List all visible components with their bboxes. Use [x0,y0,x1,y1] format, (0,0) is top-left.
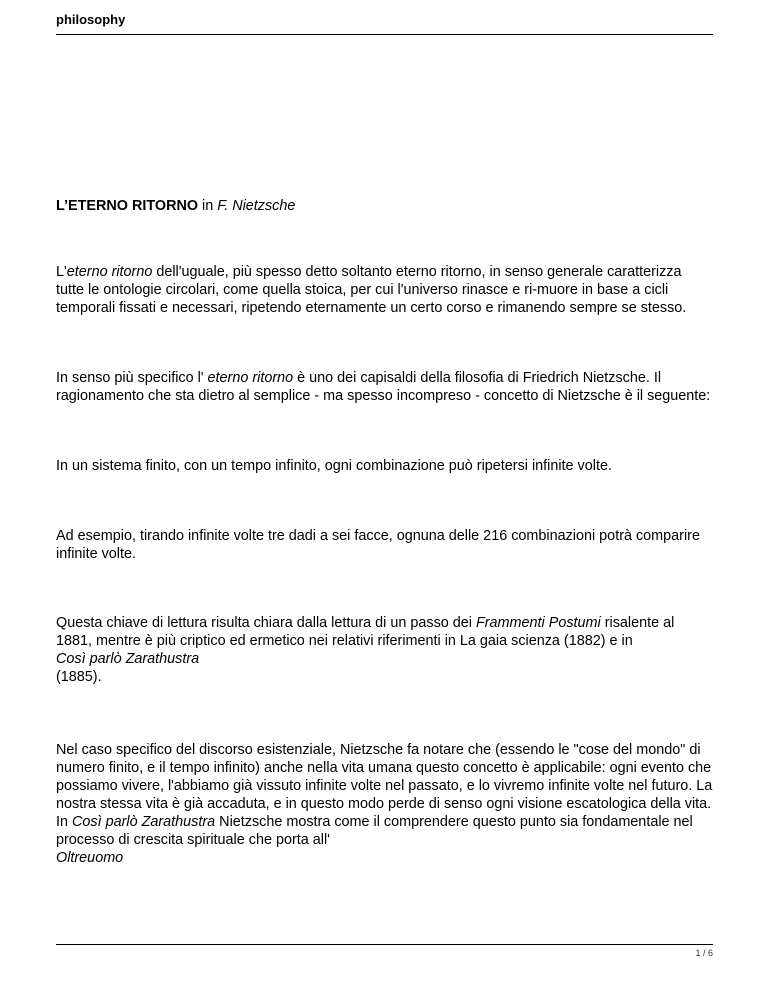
p1-text-a: L' [56,264,67,280]
p2-text-c: è uno dei capisaldi della filosofia di Friedrich Nietzsche. Il ragionamento che sta dietro al semplice - ma spesso incompreso - concetto di Nietzsche è il seguente: [56,370,711,404]
p5-italic-title-frammenti: Frammenti Postumi [475,615,601,631]
p5-text-e: (1885). [56,669,102,685]
paragraph-6 [56,741,713,867]
header-title: philosophy [56,12,126,27]
document-title [56,197,713,215]
p1-italic-term: eterno ritorno [66,264,153,280]
title-connector: in [198,198,218,214]
paragraph-4: Ad esempio, tirando infinite volte tre dadi a sei facce, ognuna delle 216 combinazioni potrà comparire infinite volte. [56,528,700,562]
p6-text-c: Nietzsche mostra come il comprendere questo punto sia fondamentale nel processo di crescita spirituale che porta all' [56,814,693,848]
p6-text-a: Nel caso specifico del discorso esistenziale, Nietzsche fa notare che (essendo le "cose del mondo" di numero finito, e il tempo infinito) anche nella vita umana questo concetto è applicabile: ogni evento che possiamo vivere, l'abbiamo già vissuto infinite volte nel passato, e lo vivremo infinite volte nel futuro. La nostra stessa vita è già accaduta, e in questo modo perde di senso ogni visione escatologica della vita. In [56,742,713,830]
paragraph-1 [56,263,713,317]
p1-text-c: dell'uguale, più spesso detto soltanto eterno ritorno, in senso generale caratterizza tutte le ontologie circolari, come quella stoica, per cui l'universo rinasce e ri-muore in base a cicli temporali fissati e necessari, ripetendo eternamente un certo corso e rimanendo sempre se stesso. [56,264,687,316]
p5-text-a: Questa chiave di lettura risulta chiara dalla lettura di un passo dei [56,615,476,631]
title-author: F. Nietzsche [217,198,296,214]
paragraph-5 [56,614,713,686]
p2-italic-term: eterno ritorno [207,370,294,386]
title-main: L’ETERNO RITORNO [56,198,199,214]
paragraph-3: In un sistema finito, con un tempo infinito, ogni combinazione può ripetersi infinite volte. [56,458,612,474]
page-number: 1 / 6 [695,948,713,958]
paragraph-2 [56,369,713,405]
p5-italic-title-zarathustra: Così parlò Zarathustra [56,651,200,667]
p5-text-c: risalente al 1881, mentre è più criptico ed ermetico nei relativi riferimenti in La gaia scienza (1882) e in [56,615,675,649]
header-divider [56,34,713,35]
document-body [56,197,713,867]
footer-divider [56,944,713,945]
p2-text-a: In senso più specifico l' [56,370,208,386]
p6-italic-oltreuomo: Oltreuomo [56,850,124,866]
p6-italic-title-zarathustra: Così parlò Zarathustra [72,814,216,830]
